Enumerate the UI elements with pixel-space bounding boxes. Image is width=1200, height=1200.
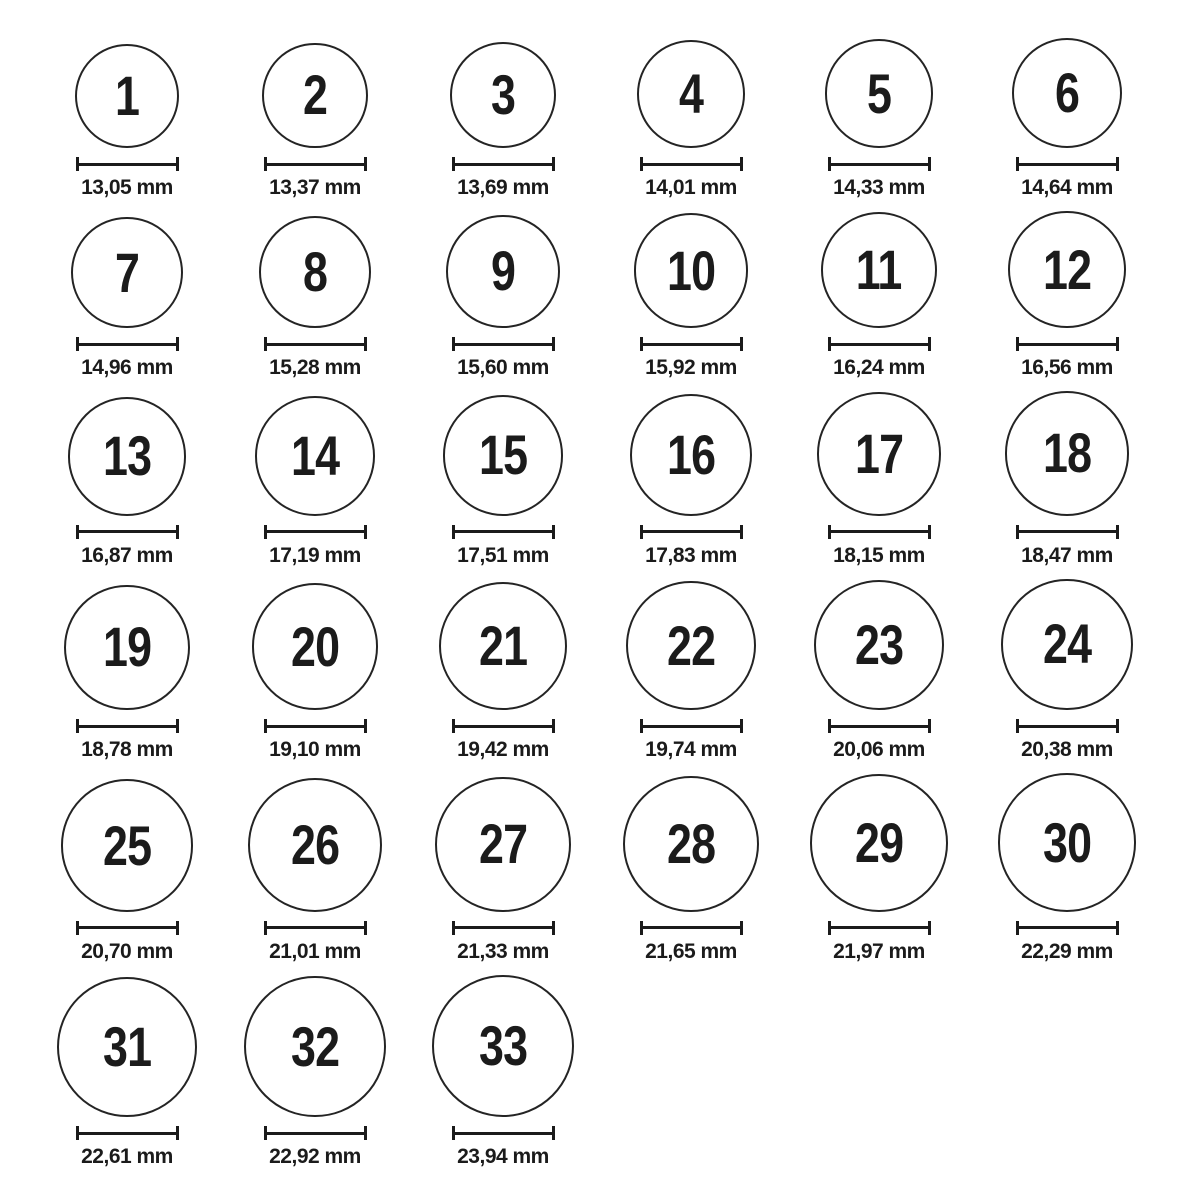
diameter-label: 13,05 mm bbox=[81, 176, 173, 199]
ring-circle bbox=[262, 43, 367, 148]
ring-size-number: 13 bbox=[102, 424, 152, 488]
measure-bar bbox=[79, 725, 176, 728]
measure-bar bbox=[455, 725, 552, 728]
ring-circle bbox=[630, 394, 752, 516]
diameter-label: 18,15 mm bbox=[833, 543, 925, 567]
diameter-label: 21,97 mm bbox=[833, 939, 925, 963]
measure-end-tick-right bbox=[1116, 157, 1119, 171]
diameter-measure-line bbox=[452, 719, 555, 733]
measure-end-tick-right bbox=[176, 525, 179, 539]
ring-circle bbox=[450, 42, 556, 148]
ring-circle bbox=[61, 779, 194, 912]
measure-bar bbox=[1019, 926, 1116, 929]
diameter-measure-line bbox=[76, 719, 179, 733]
measure-bar bbox=[1019, 530, 1116, 533]
ring-size-row bbox=[33, 391, 1200, 566]
measure-bar bbox=[79, 1132, 176, 1135]
ring-size-cell bbox=[597, 394, 785, 567]
ring-size-number: 9 bbox=[490, 239, 516, 303]
measure-bar bbox=[455, 530, 552, 533]
measure-bar bbox=[643, 530, 740, 533]
diameter-label: 15,28 mm bbox=[269, 356, 361, 380]
measure-end-tick-right bbox=[1116, 719, 1119, 733]
ring-circle bbox=[623, 776, 759, 912]
ring-size-number: 6 bbox=[1054, 61, 1080, 124]
ring-size-number: 18 bbox=[1042, 421, 1092, 485]
diameter-label: 13,37 mm bbox=[269, 176, 361, 199]
measure-bar bbox=[267, 1132, 364, 1135]
measure-end-tick-right bbox=[740, 921, 743, 935]
measure-end-tick-right bbox=[928, 921, 931, 935]
measure-bar bbox=[643, 926, 740, 929]
ring-circle bbox=[443, 395, 564, 516]
measure-bar bbox=[643, 725, 740, 728]
diameter-label: 18,47 mm bbox=[1021, 543, 1113, 567]
diameter-label: 20,38 mm bbox=[1021, 738, 1113, 762]
ring-circle bbox=[255, 396, 375, 516]
diameter-label: 20,06 mm bbox=[833, 738, 925, 762]
diameter-label: 17,51 mm bbox=[457, 543, 549, 567]
measure-bar bbox=[267, 926, 364, 929]
ring-size-row bbox=[33, 579, 1200, 762]
diameter-measure-line bbox=[264, 1126, 367, 1140]
measure-bar bbox=[455, 343, 552, 346]
diameter-measure-line bbox=[828, 719, 931, 733]
measure-end-tick-right bbox=[552, 921, 555, 935]
measure-end-tick-right bbox=[552, 1126, 555, 1140]
measure-bar bbox=[267, 343, 364, 346]
ring-size-number: 26 bbox=[290, 812, 340, 876]
measure-end-tick-right bbox=[740, 719, 743, 733]
diameter-label: 22,29 mm bbox=[1021, 939, 1113, 963]
measure-bar bbox=[267, 530, 364, 533]
ring-size-cell bbox=[597, 581, 785, 761]
measure-end-tick-right bbox=[928, 719, 931, 733]
ring-circle bbox=[244, 976, 385, 1117]
ring-size-number: 27 bbox=[478, 812, 528, 876]
measure-end-tick-right bbox=[364, 921, 367, 935]
diameter-measure-line bbox=[640, 157, 743, 171]
ring-circle bbox=[252, 583, 379, 710]
measure-end-tick-right bbox=[1116, 525, 1119, 539]
ring-circle bbox=[75, 44, 179, 148]
diameter-measure-line bbox=[264, 337, 367, 351]
diameter-measure-line bbox=[1016, 157, 1119, 171]
ring-size-cell bbox=[221, 778, 409, 963]
measure-bar bbox=[267, 725, 364, 728]
ring-size-cell bbox=[973, 579, 1161, 762]
ring-size-number: 29 bbox=[854, 811, 904, 875]
measure-end-tick-right bbox=[176, 1126, 179, 1140]
ring-size-cell bbox=[597, 213, 785, 379]
measure-end-tick-right bbox=[928, 337, 931, 351]
ring-size-number: 15 bbox=[478, 423, 528, 487]
ring-size-cell bbox=[409, 975, 597, 1168]
ring-size-cell bbox=[973, 773, 1161, 963]
ring-size-number: 14 bbox=[290, 423, 340, 487]
measure-end-tick-right bbox=[1116, 337, 1119, 351]
diameter-measure-line bbox=[76, 1126, 179, 1140]
ring-circle bbox=[446, 215, 560, 329]
ring-size-cell bbox=[409, 215, 597, 380]
ring-size-cell bbox=[33, 977, 221, 1168]
ring-size-cell bbox=[785, 212, 973, 379]
measure-bar bbox=[79, 343, 176, 346]
measure-bar bbox=[1019, 163, 1116, 166]
ring-circle bbox=[1012, 38, 1122, 148]
diameter-measure-line bbox=[264, 157, 367, 171]
ring-circle bbox=[439, 582, 567, 710]
ring-size-number: 25 bbox=[102, 813, 152, 877]
ring-circle bbox=[825, 39, 934, 148]
measure-bar bbox=[455, 163, 552, 166]
diameter-label: 17,19 mm bbox=[269, 543, 361, 567]
ring-size-number: 22 bbox=[666, 613, 716, 677]
ring-circle bbox=[1005, 391, 1129, 515]
measure-bar bbox=[79, 926, 176, 929]
diameter-label: 21,01 mm bbox=[269, 939, 361, 963]
ring-size-number: 32 bbox=[290, 1014, 340, 1078]
measure-end-tick-right bbox=[176, 337, 179, 351]
measure-bar bbox=[831, 926, 928, 929]
ring-circle bbox=[821, 212, 937, 328]
ring-size-row bbox=[33, 773, 1200, 963]
ring-size-cell bbox=[785, 392, 973, 566]
diameter-label: 22,92 mm bbox=[269, 1145, 361, 1169]
diameter-measure-line bbox=[76, 337, 179, 351]
measure-bar bbox=[1019, 343, 1116, 346]
diameter-measure-line bbox=[76, 525, 179, 539]
ring-size-cell bbox=[785, 580, 973, 761]
ring-circle bbox=[626, 581, 755, 710]
ring-size-number: 1 bbox=[114, 64, 140, 127]
diameter-measure-line bbox=[1016, 719, 1119, 733]
measure-end-tick-right bbox=[928, 525, 931, 539]
diameter-measure-line bbox=[1016, 525, 1119, 539]
diameter-label: 14,96 mm bbox=[81, 356, 173, 380]
diameter-measure-line bbox=[452, 921, 555, 935]
diameter-label: 21,33 mm bbox=[457, 939, 549, 963]
ring-size-cell bbox=[785, 39, 973, 199]
measure-end-tick-right bbox=[552, 525, 555, 539]
ring-circle bbox=[814, 580, 944, 710]
diameter-measure-line bbox=[640, 337, 743, 351]
diameter-label: 15,92 mm bbox=[645, 356, 737, 380]
diameter-measure-line bbox=[452, 1126, 555, 1140]
ring-size-number: 10 bbox=[666, 238, 716, 302]
measure-end-tick-right bbox=[176, 157, 179, 171]
ring-size-row bbox=[33, 38, 1200, 199]
measure-end-tick-right bbox=[928, 157, 931, 171]
measure-bar bbox=[831, 343, 928, 346]
measure-end-tick-right bbox=[552, 719, 555, 733]
measure-bar bbox=[831, 163, 928, 166]
ring-size-number: 16 bbox=[666, 422, 716, 486]
ring-size-number: 33 bbox=[478, 1014, 528, 1078]
ring-size-cell bbox=[597, 40, 785, 199]
diameter-measure-line bbox=[640, 921, 743, 935]
ring-size-number: 3 bbox=[490, 62, 516, 126]
ring-circle bbox=[637, 40, 745, 148]
diameter-label: 19,74 mm bbox=[645, 738, 737, 762]
measure-bar bbox=[455, 926, 552, 929]
measure-end-tick-right bbox=[552, 337, 555, 351]
diameter-label: 14,33 mm bbox=[833, 176, 925, 199]
diameter-label: 14,01 mm bbox=[645, 176, 737, 199]
measure-end-tick-right bbox=[740, 157, 743, 171]
ring-size-row bbox=[33, 211, 1200, 379]
ring-circle bbox=[64, 585, 190, 711]
measure-end-tick-right bbox=[364, 525, 367, 539]
ring-size-cell bbox=[33, 44, 221, 199]
diameter-measure-line bbox=[452, 157, 555, 171]
ring-size-number: 23 bbox=[854, 612, 904, 676]
ring-size-number: 4 bbox=[678, 62, 704, 126]
ring-circle bbox=[71, 217, 182, 328]
measure-bar bbox=[831, 725, 928, 728]
ring-circle bbox=[435, 777, 570, 912]
measure-bar bbox=[643, 163, 740, 166]
ring-size-number: 20 bbox=[290, 614, 340, 678]
measure-bar bbox=[643, 343, 740, 346]
diameter-label: 23,94 mm bbox=[457, 1145, 549, 1169]
ring-size-cell bbox=[33, 397, 221, 566]
ring-size-cell bbox=[221, 583, 409, 761]
diameter-measure-line bbox=[264, 719, 367, 733]
diameter-label: 19,10 mm bbox=[269, 738, 361, 762]
diameter-label: 20,70 mm bbox=[81, 939, 173, 963]
ring-circle bbox=[634, 213, 749, 328]
ring-circle bbox=[810, 774, 948, 912]
ring-size-number: 11 bbox=[856, 238, 902, 302]
ring-size-cell bbox=[33, 779, 221, 963]
ring-size-cell bbox=[221, 976, 409, 1168]
measure-end-tick-right bbox=[364, 719, 367, 733]
measure-end-tick-right bbox=[1116, 921, 1119, 935]
ring-size-number: 2 bbox=[302, 63, 328, 127]
ring-size-cell bbox=[221, 216, 409, 379]
measure-bar bbox=[79, 163, 176, 166]
diameter-measure-line bbox=[76, 157, 179, 171]
ring-circle bbox=[432, 975, 574, 1117]
diameter-measure-line bbox=[828, 525, 931, 539]
ring-size-cell bbox=[973, 391, 1161, 566]
diameter-measure-line bbox=[76, 921, 179, 935]
ring-size-row bbox=[33, 975, 1200, 1168]
ring-circle bbox=[1008, 211, 1125, 328]
ring-size-cell bbox=[409, 42, 597, 199]
ring-size-cell bbox=[33, 217, 221, 379]
diameter-measure-line bbox=[828, 337, 931, 351]
ring-size-cell bbox=[409, 777, 597, 963]
diameter-label: 13,69 mm bbox=[457, 176, 549, 199]
diameter-measure-line bbox=[264, 525, 367, 539]
ring-size-number: 17 bbox=[854, 421, 904, 485]
measure-bar bbox=[79, 530, 176, 533]
diameter-measure-line bbox=[640, 525, 743, 539]
measure-end-tick-right bbox=[176, 921, 179, 935]
ring-size-cell bbox=[597, 776, 785, 963]
diameter-label: 22,61 mm bbox=[81, 1145, 173, 1169]
diameter-label: 19,42 mm bbox=[457, 738, 549, 762]
measure-end-tick-right bbox=[740, 525, 743, 539]
diameter-label: 16,87 mm bbox=[81, 543, 173, 567]
ring-size-number: 5 bbox=[866, 61, 892, 125]
ring-size-number: 12 bbox=[1042, 237, 1092, 301]
ring-size-cell bbox=[221, 43, 409, 199]
measure-bar bbox=[455, 1132, 552, 1135]
measure-end-tick-right bbox=[740, 337, 743, 351]
diameter-measure-line bbox=[452, 337, 555, 351]
measure-bar bbox=[1019, 725, 1116, 728]
ring-size-number: 24 bbox=[1042, 612, 1092, 676]
ring-size-number: 30 bbox=[1042, 810, 1092, 874]
diameter-label: 21,65 mm bbox=[645, 939, 737, 963]
diameter-measure-line bbox=[1016, 921, 1119, 935]
ring-circle bbox=[68, 397, 186, 515]
diameter-measure-line bbox=[1016, 337, 1119, 351]
measure-bar bbox=[831, 530, 928, 533]
ring-size-number: 21 bbox=[478, 614, 528, 678]
diameter-label: 17,83 mm bbox=[645, 543, 737, 567]
ring-size-number: 19 bbox=[102, 615, 152, 679]
ring-circle bbox=[817, 392, 940, 515]
measure-end-tick-right bbox=[364, 1126, 367, 1140]
ring-size-cell bbox=[409, 395, 597, 567]
ring-size-number: 8 bbox=[302, 239, 328, 303]
diameter-measure-line bbox=[452, 525, 555, 539]
ring-circle bbox=[1001, 579, 1133, 711]
diameter-label: 14,64 mm bbox=[1021, 176, 1113, 199]
diameter-measure-line bbox=[828, 921, 931, 935]
ring-circle bbox=[259, 216, 371, 328]
diameter-label: 18,78 mm bbox=[81, 738, 173, 762]
ring-size-cell bbox=[33, 585, 221, 762]
diameter-measure-line bbox=[640, 719, 743, 733]
diameter-measure-line bbox=[828, 157, 931, 171]
diameter-measure-line bbox=[264, 921, 367, 935]
diameter-label: 15,60 mm bbox=[457, 356, 549, 380]
measure-end-tick-right bbox=[364, 157, 367, 171]
ring-size-number: 31 bbox=[102, 1015, 152, 1079]
ring-size-cell bbox=[785, 774, 973, 963]
measure-end-tick-right bbox=[552, 157, 555, 171]
ring-size-number: 28 bbox=[666, 811, 716, 875]
ring-circle bbox=[57, 977, 197, 1117]
measure-end-tick-right bbox=[176, 719, 179, 733]
measure-end-tick-right bbox=[364, 337, 367, 351]
diameter-label: 16,24 mm bbox=[833, 356, 925, 380]
ring-size-number: 7 bbox=[114, 240, 140, 304]
ring-size-cell bbox=[221, 396, 409, 567]
ring-size-cell bbox=[973, 211, 1161, 379]
ring-circle bbox=[248, 778, 382, 912]
ring-size-cell bbox=[973, 38, 1161, 199]
ring-size-cell bbox=[409, 582, 597, 761]
ring-circle bbox=[998, 773, 1137, 912]
ring-size-grid bbox=[33, 38, 1200, 1168]
measure-bar bbox=[267, 163, 364, 166]
diameter-label: 16,56 mm bbox=[1021, 356, 1113, 380]
